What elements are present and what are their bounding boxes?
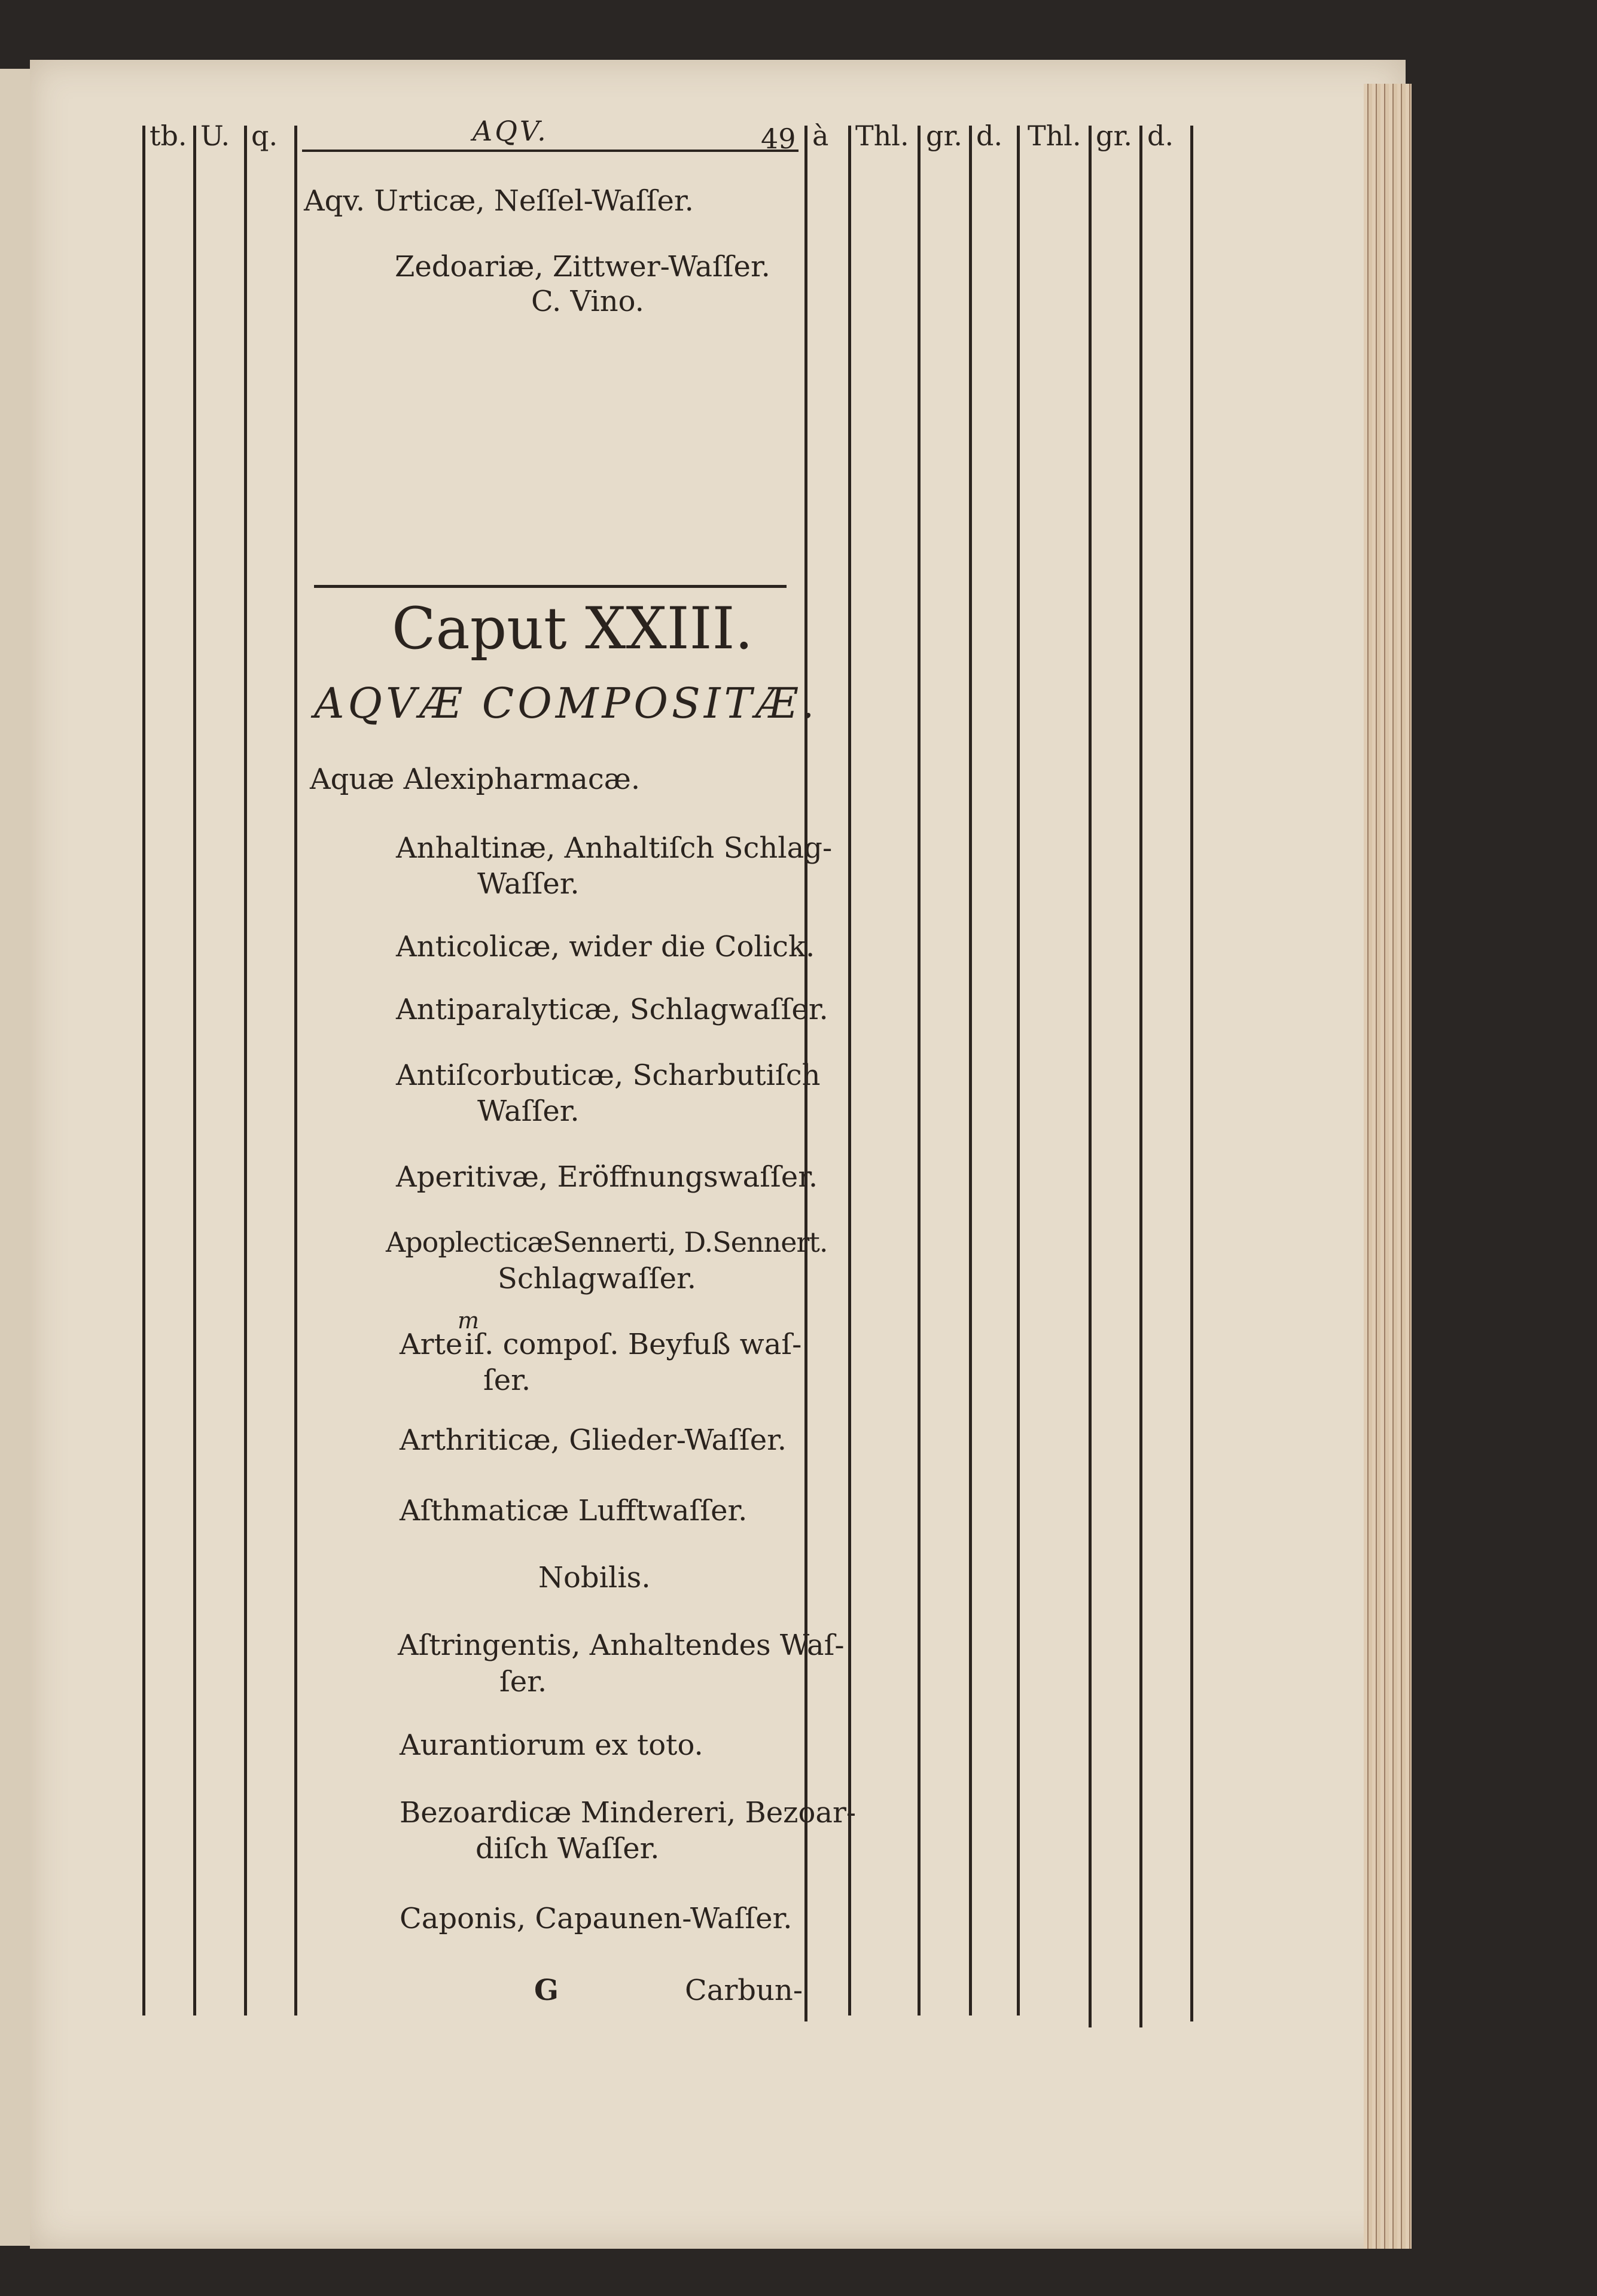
entry-cvino: C. Vino.: [531, 285, 644, 318]
column-rule: [244, 126, 247, 2016]
entry-anticolicae: Anticolicæ, wider die Colick.: [396, 930, 815, 963]
page-block-edges: [1364, 84, 1412, 2249]
chapter-rule: [314, 585, 787, 588]
entry-aperitivae: Aperitivæ, Eröffnungswaſſer.: [396, 1160, 818, 1194]
entry-anhaltinae-cont: Waſſer.: [477, 867, 580, 901]
entry-astringentis: Aſtringentis, Anhaltendes Waſ-: [398, 1629, 845, 1662]
entry-bezoardicae: Bezoardicæ Mindereri, Bezoar-: [400, 1796, 857, 1830]
entry-aurantiorum: Aurantiorum ex toto.: [400, 1728, 703, 1762]
header-col-u: U.: [200, 120, 230, 152]
entry-bezoardicae-cont: diſch Waſſer.: [476, 1832, 660, 1865]
entry-zedoariae: Zedoariæ, Zittwer-Waſſer.: [395, 250, 770, 283]
column-rule: [294, 126, 297, 2016]
chapter-subtitle: AQVÆ COMPOSITÆ.: [314, 679, 818, 728]
entry-anhaltinae: Anhaltinæ, Anhaltiſch Schlag-: [396, 831, 833, 865]
entry-asthmaticae: Aſthmaticæ Lufftwaſſer.: [400, 1494, 748, 1527]
running-title: AQV.: [473, 115, 548, 147]
entry-artemisiae: iſ. compoſ. Beyfuß waſ-: [465, 1328, 802, 1361]
header-col-q: q.: [251, 120, 278, 152]
header-col-tb: tb.: [150, 120, 187, 152]
column-rule: [1017, 126, 1020, 2016]
page-number: 49: [761, 123, 796, 155]
column-rule: [1190, 126, 1193, 2021]
entry-antiscorbuticae: Antiſcorbuticæ, Scharbutiſch: [396, 1059, 821, 1092]
header-col-gr-2: gr.: [1096, 120, 1133, 152]
entry-antiscorbuticae-cont: Waſſer.: [477, 1094, 580, 1128]
signature-mark: G: [534, 1974, 559, 2007]
entry-urticae: Aqv. Urticæ, Neſſel-Waſſer.: [304, 184, 694, 218]
header-rule: [302, 150, 798, 152]
header-col-d: d.: [976, 120, 1003, 152]
column-rule: [1139, 126, 1142, 2027]
entry-apoplecticae-cont: Schlagwaſſer.: [498, 1262, 696, 1295]
entry-astringentis-cont: ſer.: [499, 1665, 547, 1699]
entry-artemisiae-start: Arte: [400, 1328, 463, 1361]
header-col-d-2: d.: [1147, 120, 1174, 152]
price-label: à: [812, 120, 829, 152]
entry-nobilis: Nobilis.: [538, 1561, 651, 1594]
catchword: Carbun-: [685, 1974, 803, 2007]
entry-artemisiae-cont: ſer.: [483, 1364, 531, 1397]
entry-artemisiae-correction: m: [458, 1307, 480, 1334]
entry-arthriticae: Arthriticæ, Glieder-Waſſer.: [400, 1423, 787, 1457]
entry-antiparalyticae: Antiparalyticæ, Schlagwaſſer.: [396, 993, 828, 1026]
chapter-title: Caput XXIII.: [392, 595, 754, 662]
header-col-gr: gr.: [926, 120, 963, 152]
entry-alexipharmacae: Aquæ Alexipharmacæ.: [310, 763, 641, 796]
column-rule: [848, 126, 851, 2016]
header-col-thl-2: Thl.: [1028, 120, 1081, 152]
column-rule: [969, 126, 972, 2016]
column-rule: [1089, 126, 1092, 2027]
header-col-thl: Thl.: [855, 120, 909, 152]
entry-caponis: Caponis, Capaunen-Waſſer.: [400, 1902, 793, 1935]
entry-apoplecticae: ApoplecticæSennerti, D.Sennert.: [386, 1226, 828, 1258]
column-rule: [918, 126, 921, 2016]
column-rule: [142, 126, 145, 2016]
column-rule: [193, 126, 196, 2016]
